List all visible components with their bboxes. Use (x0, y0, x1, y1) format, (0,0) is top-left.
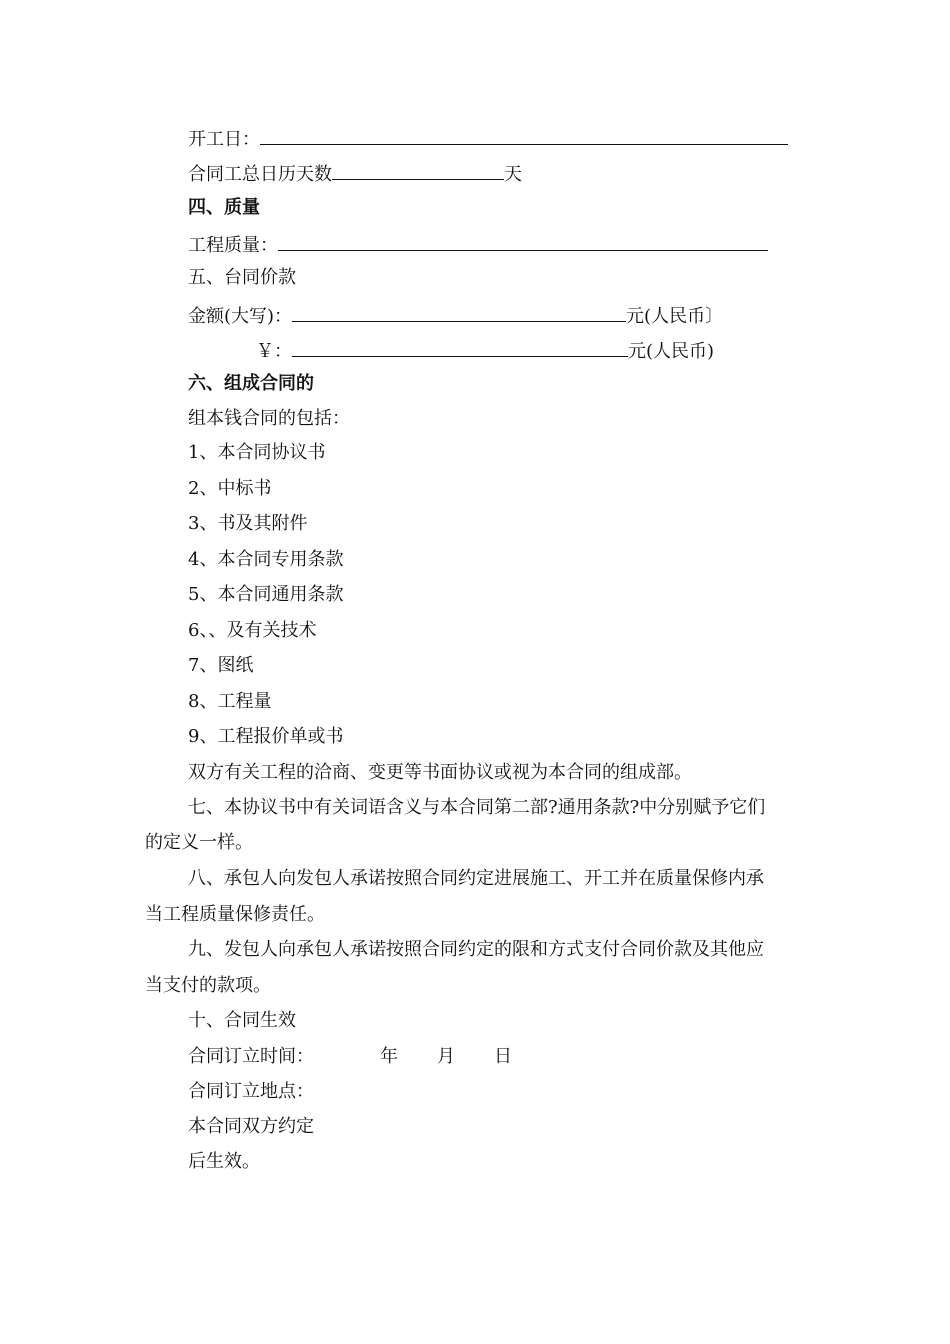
document-item: 4、本合同专用条款 (188, 549, 344, 570)
sign-time-month: 月 (437, 1046, 455, 1067)
document-item: 9、工程报价单或书 (188, 726, 344, 747)
document-item: 7、图纸 (188, 655, 254, 676)
amount-upper-unit: 元(人民币〕 (626, 306, 724, 327)
sign-time-year: 年 (380, 1046, 398, 1067)
effect-line2: 后生效。 (188, 1151, 260, 1172)
document-item: 5、本合同通用条款 (188, 584, 344, 605)
clause7-line2: 的定义一样。 (145, 832, 253, 853)
quality-blank[interactable] (278, 231, 768, 251)
amount-number-label: ￥： (256, 341, 292, 362)
sign-time-day: 日 (494, 1046, 512, 1067)
amount-number-blank[interactable] (292, 337, 628, 357)
sign-place-label: 合同订立地点： (188, 1081, 314, 1102)
document-item: 1、本合同协议书 (188, 442, 326, 463)
amount-number-line (256, 337, 714, 364)
section4-title: 四、质量 (188, 197, 260, 218)
quality-line (188, 231, 768, 258)
clause8-line1: 八、承包人向发包人承诺按照合同约定进展施工、开工并在质量保修内承 (188, 868, 764, 889)
start-date-line (188, 125, 788, 152)
amount-number-unit: 元(人民币) (628, 341, 715, 362)
amount-upper-label: 金额(大写)： (188, 306, 293, 327)
document-item: 8、工程量 (188, 691, 272, 712)
total-days-unit: 天 (504, 164, 522, 185)
section6-title: 六、组成合同的 (188, 373, 314, 394)
total-days-blank[interactable] (332, 160, 504, 180)
documents-note: 双方有关工程的洽商、变更等书面协议或视为本合同的组成部。 (188, 762, 692, 783)
total-days-label: 合同工总日历天数 (188, 164, 332, 185)
total-days-line (188, 160, 522, 187)
section10-title: 十、合同生效 (188, 1010, 296, 1031)
sign-time-label: 合同订立时间： (188, 1046, 314, 1067)
clause9-line2: 当支付的款项。 (145, 975, 271, 996)
quality-label: 工程质量： (188, 235, 278, 256)
clause7-line1: 七、本协议书中有关词语含义与本合同第二部?通用条款?中分别赋予它们 (188, 797, 766, 818)
section5-title: 五、台同价款 (188, 267, 296, 288)
effect-line1: 本合同双方约定 (188, 1116, 314, 1137)
document-item: 6、、及有关技术 (188, 620, 317, 641)
document-item: 2、中标书 (188, 478, 272, 499)
section6-intro: 组本钱合同的包括： (188, 408, 350, 429)
clause9-line1: 九、发包人向承包人承诺按照合同约定的限和方式支付合同价款及其他应 (188, 939, 764, 960)
amount-upper-line (188, 302, 723, 329)
start-date-label: 开工日： (188, 129, 260, 150)
clause8-line2: 当工程质量保修责任。 (145, 904, 325, 925)
document-item: 3、书及其附件 (188, 513, 308, 534)
amount-upper-blank[interactable] (292, 302, 626, 322)
start-date-blank[interactable] (260, 125, 788, 145)
